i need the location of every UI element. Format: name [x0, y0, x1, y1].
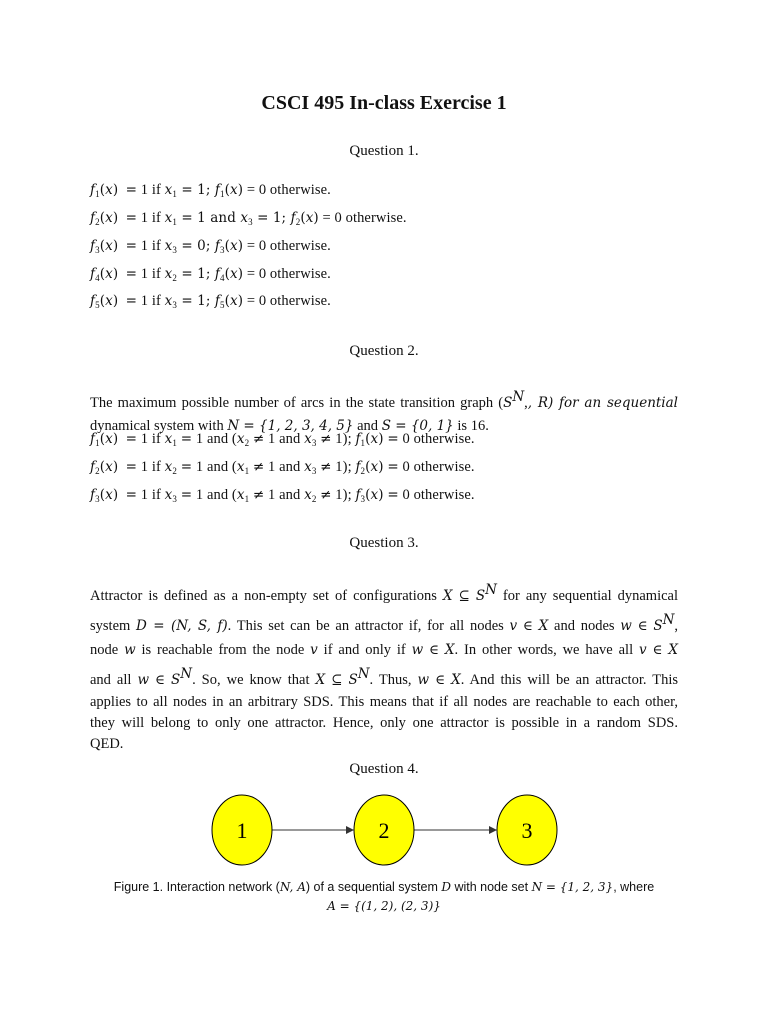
interaction-network-diagram: [0, 790, 768, 870]
svg-text:2: 2: [378, 818, 390, 843]
q2-paragraph: The maximum possible number of arcs in the state transition graph ($S^N$,, R) for an sequential dynamical system with N = {1, 2, 3, 4, 5} and S = {0, 1} is 16.: [90, 389, 678, 434]
question-1-heading: Question 1.: [349, 143, 419, 159]
node-1: [212, 795, 272, 865]
question-2-heading: Question 2.: [349, 343, 419, 359]
question-4-heading: Question 4.: [349, 761, 419, 777]
node-3: [497, 795, 557, 865]
figure-caption-line-2: A = {(1, 2), (2, 3)}: [327, 899, 441, 913]
page-title: CSCI 495 In-class Exercise 1: [261, 92, 507, 114]
svg-text:3: 3: [521, 818, 533, 843]
q3-paragraph: Attractor is defined as a non-empty set of configurations X ⊆ $S^N$ for any sequential dynamical system D = (N, S, f). This set can be an attractor if, for all nodes v ∈ X and nodes w ∈ $S^N$, node w is reachable from the node v if and only if w ∈ X. In other words, we have all v ∈ X and all w ∈ $S^N$. So, we know that X ⊆ $S^N$. Thus, w ∈ X. And this will be an attractor. This applies to all nodes in an arbitrary SDS. This means that if all nodes are reachable to each other, they will belong to only one attractor. Hence, only one attractor is possible in a random SDS. QED.: [90, 582, 679, 752]
q1-line-4: $f_4(x) = 1$ if $x_2 = 1$; $f_4(x) = 0$ otherwise.: [90, 266, 331, 283]
node-2: [354, 795, 414, 865]
q2-line-2: $f_2(x) = 1$ if $x_2 = 1$ and ($x_1 \ne 1$ and $x_3 \ne 1$); $f_2(x) = 0$ otherwise.: [90, 459, 475, 476]
svg-text:1: 1: [236, 818, 248, 843]
question-3-heading: Question 3.: [349, 535, 419, 551]
q1-line-2: $f_2(x) = 1$ if $x_1 = 1$ and $x_3 = 1$; $f_2(x) = 0$ otherwise.: [90, 210, 407, 227]
q1-line-5: $f_5(x) = 1$ if $x_3 = 1$; $f_5(x) = 0$ otherwise.: [90, 293, 331, 310]
q2-line-1: $f_1(x) = 1$ if $x_1 = 1$ and ($x_2 \ne 1$ and $x_3 \ne 1$); $f_1(x) = 0$ otherwise.: [90, 431, 475, 448]
q1-line-3: $f_3(x) = 1$ if $x_3 = 0$; $f_3(x) = 0$ otherwise.: [90, 238, 331, 255]
q1-line-1: $f_1(x) = 1$ if $x_1 = 1$; $f_1(x) = 0$ otherwise.: [90, 182, 331, 199]
figure-caption: Figure 1. Interaction network (N, A) of a sequential system D with node set N = {1, 2, 3}, where: [113, 880, 655, 894]
q2-line-3: $f_3(x) = 1$ if $x_3 = 1$ and ($x_1 \ne 1$ and $x_2 \ne 1$); $f_3(x) = 0$ otherwise.: [90, 487, 475, 504]
